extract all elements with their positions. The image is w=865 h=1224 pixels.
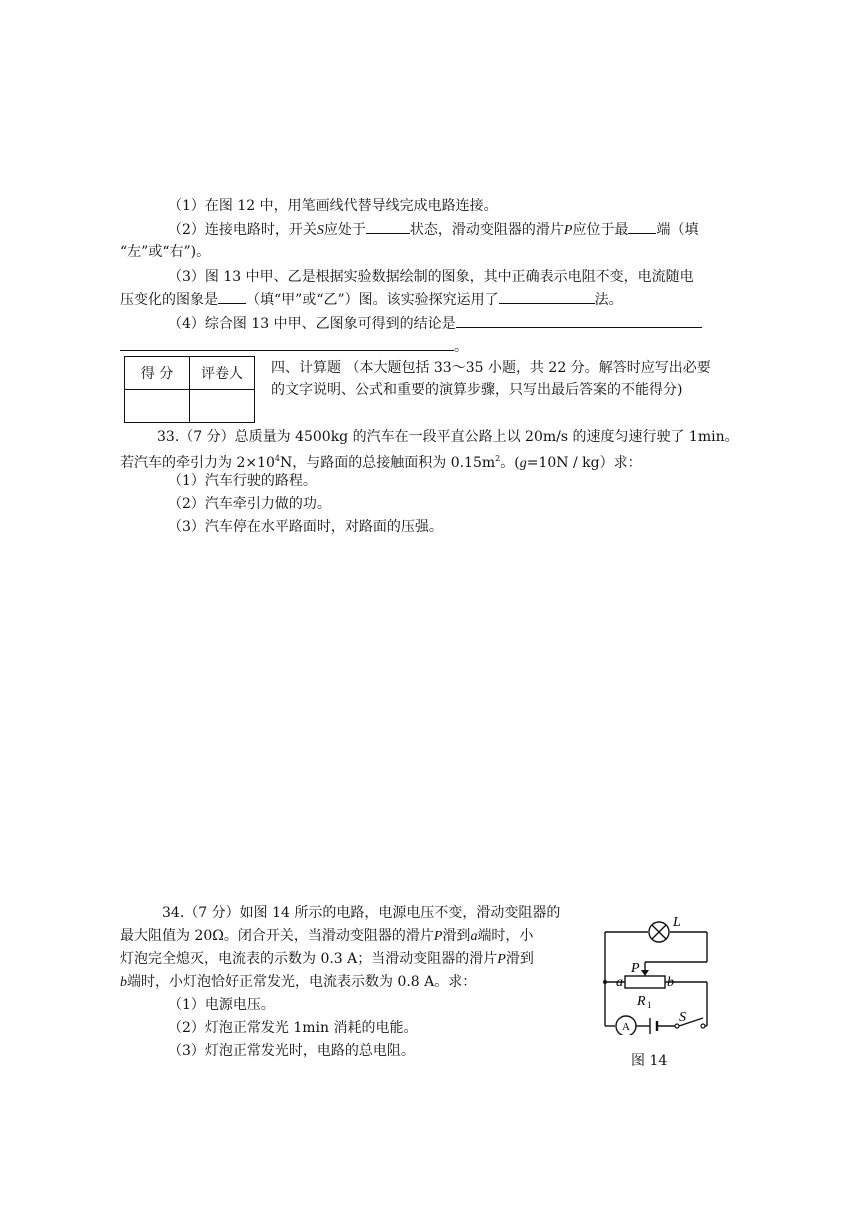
answer-blank[interactable] xyxy=(366,219,410,234)
q33-line1: 33.（7 分）总质量为 4500kg 的汽车在一段平直公路上以 20m/s 的速度匀速行驶了 1min。 xyxy=(157,429,739,445)
q34-sub1: （1）电源电压。 xyxy=(168,997,275,1013)
label-P: P xyxy=(631,961,640,976)
q34-line4: b端时，小灯泡恰好正常发光，电流表示数为 0.8 A。求： xyxy=(120,974,477,990)
score-table xyxy=(124,356,255,423)
q34-line2: 最大阻值为 20Ω。闭合开关，当滑动变阻器的滑片P滑到a端时，小 xyxy=(120,928,534,944)
q34-sub2: （2）灯泡正常发光 1min 消耗的电能。 xyxy=(168,1020,418,1036)
answer-blank[interactable] xyxy=(456,313,702,328)
q32-part2-line2: “左”或“右”)。 xyxy=(120,244,211,260)
label-R-subscript: 1 xyxy=(647,1000,652,1010)
section4-instructions: 的文字说明、公式和重要的演算步骤，只写出最后答案的不能得分) xyxy=(271,382,683,398)
circuit-diagram-figure14 xyxy=(595,910,720,1035)
score-cell[interactable] xyxy=(125,390,190,423)
rheostat-icon xyxy=(625,976,665,988)
q32-part3-line2: 压变化的图象是 （填“甲”或“乙”）图。该实验探究运用了 法。 xyxy=(120,289,623,310)
q33-sub1: （1）汽车行驶的路程。 xyxy=(168,473,317,489)
figure-caption: 图 14 xyxy=(631,1053,668,1069)
label-b: b xyxy=(667,975,674,990)
q32-part2-line1: （2）连接电路时，开关S应处于 状态，滑动变阻器的滑片P应位于最 端（填 xyxy=(168,219,698,241)
score-header: 得 分 xyxy=(125,357,190,390)
q32-part3-line1: （3）图 13 中甲、乙是根据实验数据绘制的图象，其中正确表示电阻不变，电流随电 xyxy=(168,269,694,285)
answer-blank[interactable] xyxy=(628,219,656,234)
q34-sub3: （3）灯泡正常发光时，电路的总电阻。 xyxy=(168,1043,415,1059)
q33-line2: 若汽车的牵引力为 $2\times 10^4N$，与路面的总接触面积为 $0.15m^2$。(g=10N / kg）求： xyxy=(120,454,642,471)
q32-part4-line1: （4）综合图 13 中甲、乙图象可得到的结论是 xyxy=(168,313,702,334)
q32-part1: （1）在图 12 中，用笔画线代替导线完成电路连接。 xyxy=(168,198,498,214)
q32-part4-line2: 。 xyxy=(120,336,468,357)
label-R: R xyxy=(637,994,646,1009)
grader-header: 评卷人 xyxy=(190,357,255,390)
grader-cell[interactable] xyxy=(190,390,255,423)
label-a: a xyxy=(616,975,623,990)
answer-blank[interactable] xyxy=(120,336,454,351)
q34-line3: 灯泡完全熄灭，电流表的示数为 0.3 A；当滑动变阻器的滑片P滑到 xyxy=(120,951,534,967)
q33-sub2: （2）汽车牵引力做的功。 xyxy=(168,496,331,512)
label-S: S xyxy=(679,1010,686,1025)
answer-blank[interactable] xyxy=(218,289,246,304)
section4-heading: 四、计算题 （本大题包括 33～35 小题，共 22 分。解答时应写出必要 xyxy=(271,360,711,376)
answer-blank[interactable] xyxy=(499,289,595,304)
q33-sub3: （3）汽车停在水平路面时，对路面的压强。 xyxy=(168,519,443,535)
label-L: L xyxy=(673,915,681,930)
q34-line1: 34.（7 分）如图 14 所示的电路，电源电压不变，滑动变阻器的 xyxy=(162,905,561,921)
label-A: A xyxy=(622,1021,630,1033)
